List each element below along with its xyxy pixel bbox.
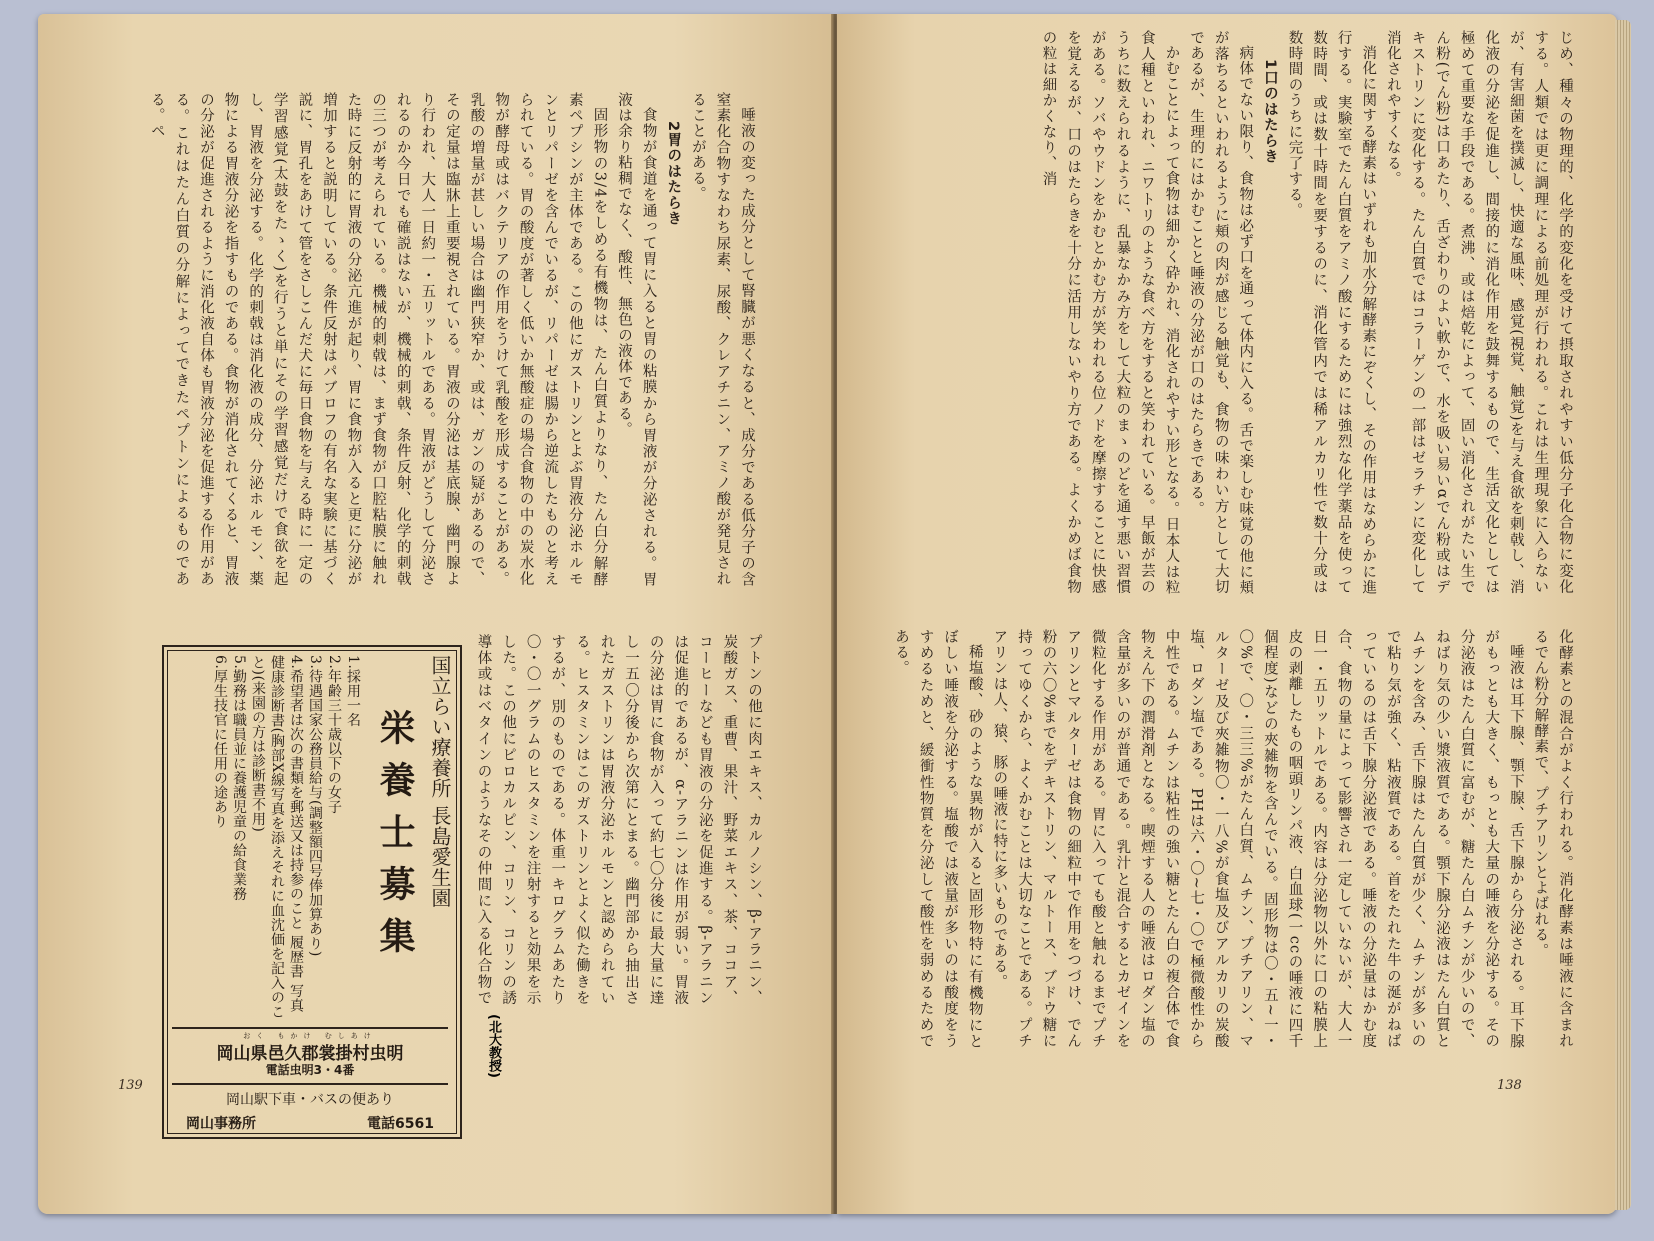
paragraph: 消化に関する酵素はいずれも加水分解酵素にぞくし、その作用はなめらかに進行する。実験室でたん白質をアミノ酸にするためには強烈な化学薬品を使って数時間、或は数十時間を要するのに、消化管内では稀アルカリ性で数十分或は数時間のうちに完了する。 bbox=[1286, 30, 1377, 595]
left-lower-text-column bbox=[470, 634, 766, 1006]
ad-phone: 電話虫明3・4番 bbox=[265, 1063, 355, 1077]
ad-footer bbox=[172, 1089, 448, 1149]
page-number-right: 138 bbox=[1497, 1078, 1522, 1093]
paragraph: 病体でない限り、食物は必ず口を通って体内に入る。舌で楽しむ味覚の他に頬が落ちるといわれるように頬の肉が感じる触覚も、食物の味わい方として大切であるが、生理的にはかむことと唾液の分泌が口のはたらきである。 bbox=[1188, 30, 1254, 595]
author-note: (北大教授) bbox=[486, 1014, 501, 1078]
section-heading: 1口のはたらき bbox=[1261, 59, 1278, 165]
paragraph: 稀塩酸、砂のような異物が入ると固形物特に有機物にとぼしい唾液を分泌する。塩酸では液量が多いのは酸度をうすめるためと、緩衝性物質を分泌して酸性を弱めるためである。 bbox=[892, 629, 983, 1049]
paragraph: プトンの他に肉エキス、カルノシン、β-アラニン、炭酸ガス、重曹、果汁、野菜エキス、茶、ココア、コーヒーなども胃液の分泌を促進する。β-アラニンは促進的であるが、α-アラニンは作用が弱い。胃液の分泌は胃に食物が入って約七〇分後に最大量に達し一五〇分後から次第にとまる。幽門部から抽出されたガストリンは胃液分泌ホルモンと認められている。ヒスタミンはこのガストリンとよく似た働きをするが、別のものである。体重一キログラムあたり〇・〇一グラムのヒスタミンを注射すると効果を示した。この他にピロカルピン、コリン、コリンの誘導体或はベタインのようなその仲間に入る化合物で bbox=[475, 634, 762, 1006]
ad-body bbox=[172, 655, 454, 1022]
ad-divider-2 bbox=[172, 1083, 448, 1085]
right-upper-text-column bbox=[877, 30, 1577, 595]
paragraph: 唾液は耳下腺、顎下腺、舌下腺から分泌される。耳下腺がもっとも大きく、もっとも大量の唾液を分泌する。その分泌液はたん白質に富むが、糖たん白ムチンが少いので、ねばり気の少い漿液質である。顎下腺分泌液はたん白質とムチンを含み、舌下腺はたん白質が少く、ムチンが多いので粘り気が強く、粘液質である。首をたれた牛の涎がねばっているのは舌下腺分泌液である。唾液の分泌量はかむ度合、食物の量によって影響され一定していないが、大人一日一・五リットルである。内容は分泌物以外に口の粘膜上皮の剥離したもの咽頭リンパ液、白血球(一ccの唾液に四千個程度)などの夾雑物を含んでいる。固形物は〇・五~一・〇%で、〇・三三%がたん白質、ムチン、プチアリン、マルターゼ及び夾雑物〇・一八%が食塩及びアルカリの炭酸塩、ロダン塩である。PHは六・〇~七・〇で極微酸性から中性である。ムチンは粘性の強い糖とたん白の複合体で食物えん下の潤滑剤となる。喫煙する人の唾液はロダン塩の含量が多いのが普通である。乳汁と混合するとカゼインを微粒化する作用がある。胃に入っても酸と触れるまでプチアリンとマルターゼは食物の細粒中で作用をつづけ、でん粉の六〇%までをデキストリン、マルトース、ブドウ糖に持ってゆくから、よくかむことは大切なことである。プチアリンは人、猿、豚の唾液に特に多いものである。 bbox=[991, 629, 1524, 1049]
section-heading: 2胃のはたらき bbox=[665, 121, 682, 227]
paragraph: 食物が食道を通って胃に入ると胃の粘膜から胃液が分泌される。胃液は余り粘稠でなく、酸性、無色の液体である。 bbox=[616, 92, 657, 587]
ad-access: 岡山駅下車・バスの便あり bbox=[226, 1092, 394, 1108]
page-edges bbox=[1615, 20, 1631, 1210]
left-page bbox=[38, 14, 833, 1214]
open-book bbox=[38, 14, 1630, 1226]
ad-item: 3.待遇国家公務員給与(調整額四号俸加算あり) bbox=[307, 655, 323, 957]
ad-item: 2.年齢三十歳以下の女子 bbox=[326, 655, 342, 815]
ad-office: 岡山事務所 bbox=[186, 1116, 256, 1132]
right-page bbox=[837, 14, 1617, 1214]
address-ruby: おく もかけ むしあけ bbox=[243, 1032, 377, 1040]
ad-address: 岡山県邑久郡裳掛村虫明 bbox=[216, 1044, 404, 1064]
paragraph: じめ、種々の物理的、化学的変化を受けて摂取されやすい低分子化合物に変化する。人類では更に調理による前処理が行われる。これは生理現象に入らないが、有害細菌を撲滅し、快適な風味、感覚(視覚、触覚)を与え食欲を刺戟し、消化液の分泌を促進し、間接的に消化作用を鼓舞するもので、生活文化としては極めて重要な手段である。煮沸、或は焙乾によって、固い消化されがたい生でん粉(でん粉)は口あたり、舌ざわりのよい軟かで、水を吸い易いαでん粉或はデキストリンに変化する。たん白質ではコラーゲンの一部はゼラチンに変化して消化されやすくなる。 bbox=[1384, 30, 1573, 595]
paragraph: かむことによって食物は細かく砕かれ、消化されやすい形となる。日本人は粒食人種といわれ、ニワトリのような食べ方をすると笑われている。早飯が芸のうちに数えられるように、乱暴なかみ方をして大粒のまゝのどを通す悪い習慣がある。ソバやウドンをかむとかむ方が笑われる位ノドを摩擦することに快感を覚えるが、口のはたらきを十分に活用しないやり方である。よくかめば食物の粒は細かくなり、消 bbox=[1040, 30, 1180, 595]
ad-item: 4.希望者は次の書類を郵送又は持参のこと 履歴書 写真 健康診断書(胸部X線写真を添えそれに血沈価を記入のこと)(来園の方は診断書不用) bbox=[250, 655, 304, 1020]
ad-headline: 栄養士募集 bbox=[374, 708, 415, 969]
ad-item: 5.勤務は職員並に養護児童の給食業務 bbox=[231, 655, 247, 902]
ad-office-phone: 電話6561 bbox=[367, 1116, 434, 1132]
recruitment-ad bbox=[162, 645, 462, 1139]
ad-divider bbox=[172, 1027, 448, 1029]
page-number-left: 139 bbox=[118, 1078, 143, 1093]
right-lower-text-column bbox=[877, 629, 1577, 1049]
ad-item: 1.採用一名 bbox=[345, 655, 361, 728]
paragraph: 唾液の変った成分として腎臓が悪くなると、成分である低分子の含窒素化合物すなわち尿素、尿酸、クレアチニン、アミノ酸が発見されることがある。 bbox=[689, 92, 755, 587]
ad-item: 6.厚生技官に任用の途あり bbox=[212, 655, 228, 829]
left-upper-text-column bbox=[123, 92, 759, 587]
ad-items bbox=[210, 655, 362, 1022]
paragraph: 固形物の3/4をしめる有機物は、たん白質よりなり、たん白分解酵素ペプシンが主体である。この他にガストリンとよぶ胃液分泌ホルモンとリパーゼを含んでいるが、リパーゼは腸から逆流したものと考えられている。胃の酸度が著しく低いか無酸症の場合食物の中の炭水化物が酵母或はバクテリアの作用をうけて乳酸を形成することがある。乳酸の増量が甚しい場合は幽門狭窄か、或は、ガンの疑があるので、その定量は臨牀上重要視されている。胃液の分泌は基底腺、幽門腺より行われ、大人一日約一・五リットルである。胃液がどうして分泌されるのか今日でも確説はないが、機械的刺戟、条件反射、化学的刺戟の三つが考えられている。機械的刺戟は、まず食物が口腔粘膜に触れた時に反射的に胃液の分泌亢進が起り、胃に食物が入ると更に分泌が増加すると説明している。条件反射はパブロフの有名な実験に基づく説に、胃孔をあけて管をさしこんだ犬に毎日食物を与える時に一定の学習感覚(太鼓をたゝく)を行うと単にその学習感覚だけで食欲を起し、胃液を分泌する。化学的刺戟は消化液の成分、分泌ホルモン、薬物による胃液分泌を指すものである。食物が消化されてくると、胃液の分泌が促進されるように消化液自体も胃液分泌を促進する作用がある。これはたん白質の分解によってできたペプトンによるものである。ペ bbox=[148, 92, 608, 587]
paragraph: 化酵素との混合がよく行われる。消化酵素は唾液に含まれるでん粉分解酵素で、プチアリンとよばれる。 bbox=[1532, 629, 1573, 1049]
ad-organization: 国立らい療養所 長島愛生園 bbox=[428, 655, 452, 908]
